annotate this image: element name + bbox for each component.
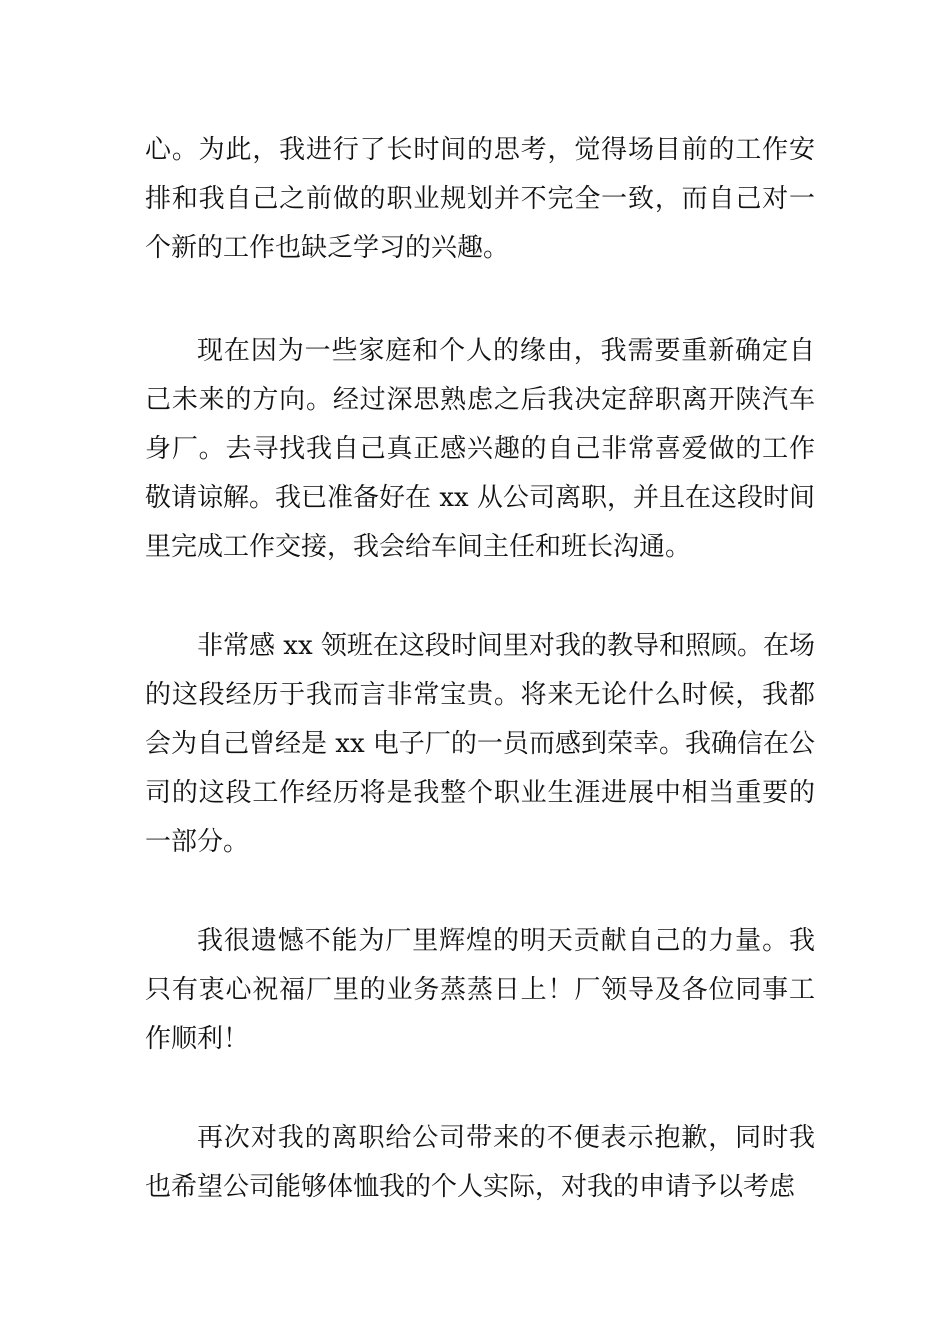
- paragraph-2: 现在因为一些家庭和个人的缘由，我需要重新确定自己未来的方向。经过深思熟虑之后我决定辞职离开陕汽车身厂。去寻找我自己真正感兴趣的自己非常喜爱做的工作敬请谅解。我已准备好在 xx 从公司离职，并且在这段时间里完成工作交接，我会给车间主任和班长沟通。: [145, 336, 815, 562]
- paragraph-5: 再次对我的离职给公司带来的不便表示抱歉，同时我也希望公司能够体恤我的个人实际，对我的申请予以考虑: [145, 1123, 815, 1202]
- paragraph-1: 心。为此，我进行了长时间的思考，觉得场目前的工作安排和我自己之前做的职业规划并不完全一致，而自己对一个新的工作也缺乏学习的兴趣。: [145, 135, 815, 263]
- paragraph-3: 非常感 xx 领班在这段时间里对我的教导和照顾。在场的这段经历于我而言非常宝贵。将来无论什么时候，我都会为自己曾经是 xx 电子厂的一员而感到荣幸。我确信在公司的这段工作经历将是我整个职业生涯进展中相当重要的一部分。: [145, 631, 815, 857]
- paragraph-4: 我很遗憾不能为厂里辉煌的明天贡献自己的力量。我只有衷心祝福厂里的业务蒸蒸日上！厂领导及各位同事工作顺利！: [145, 926, 815, 1054]
